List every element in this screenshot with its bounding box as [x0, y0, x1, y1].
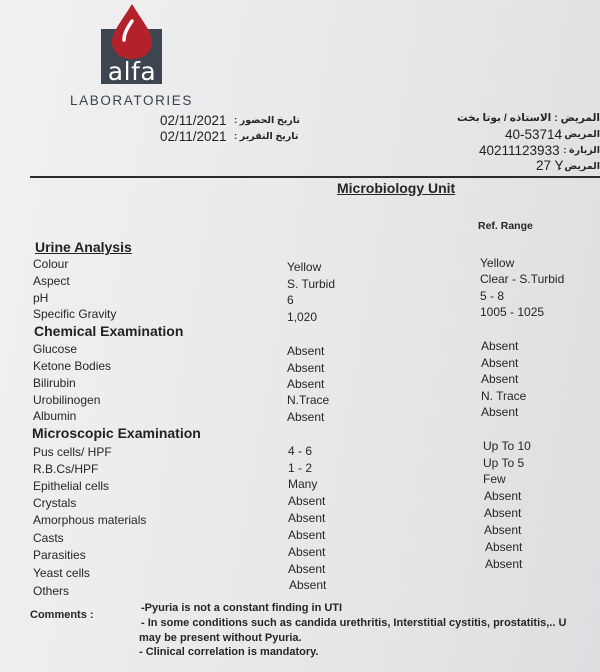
row-ref: Absent	[484, 489, 522, 503]
row-value: Absent	[288, 511, 326, 525]
row-value: Absent	[289, 578, 327, 592]
ref-range-header: Ref. Range	[478, 220, 533, 232]
row-value: Many	[288, 477, 318, 491]
row-ref: Absent	[485, 557, 523, 571]
section-urine-analysis: Urine Analysis	[35, 239, 132, 255]
report-date-label: تاريخ التقرير :	[234, 131, 299, 142]
section-microscopic-examination: Microscopic Examination	[32, 425, 201, 441]
row-value: 4 - 6	[288, 444, 313, 458]
row-value: Absent	[288, 528, 326, 542]
row-label: Glucose	[33, 342, 78, 356]
row-ref: Absent	[484, 506, 522, 520]
logo-brand: alfa	[107, 57, 157, 86]
row-ref: Absent	[485, 540, 523, 554]
comment-line: -Pyuria is not a constant finding in UTI	[141, 602, 343, 614]
row-ref: N. Trace	[481, 389, 527, 403]
report-date: 02/11/2021	[160, 129, 227, 144]
row-label: Pus cells/ HPF	[33, 445, 112, 459]
row-label: R.B.Cs/HPF	[33, 462, 99, 476]
row-value: Absent	[287, 377, 325, 391]
patient-name: المريض : الاستاذه / بوتا بخت	[457, 112, 600, 124]
row-ref: Clear - S.Turbid	[480, 272, 565, 286]
patient-id-label: المريض :	[558, 129, 600, 140]
row-value: Yellow	[287, 260, 322, 274]
arrival-date-label: تاريخ الحضور :	[234, 115, 300, 126]
row-label: Others	[33, 584, 70, 598]
row-label: Yeast cells	[33, 566, 90, 580]
row-value: Absent	[288, 562, 326, 576]
row-ref: Absent	[481, 372, 519, 386]
row-label: Parasities	[33, 548, 86, 562]
row-label: Crystals	[33, 496, 77, 510]
row-ref: Few	[483, 472, 506, 486]
row-label: Specific Gravity	[33, 307, 117, 321]
row-ref: Up To 10	[483, 439, 531, 453]
row-ref: Yellow	[480, 256, 515, 270]
age-label: المريض :	[558, 161, 600, 172]
row-value: Absent	[287, 410, 325, 424]
row-value: Absent	[287, 344, 325, 358]
row-ref: Absent	[481, 405, 519, 419]
row-value: Absent	[287, 361, 325, 375]
row-ref: Absent	[481, 339, 519, 353]
arrival-date: 02/11/2021	[160, 113, 227, 128]
row-ref: Absent	[484, 523, 522, 537]
row-value: 1,020	[287, 310, 318, 324]
logo-subtitle: LABORATORIES	[70, 93, 193, 108]
row-value: S. Turbid	[287, 277, 336, 291]
section-chemical-examination: Chemical Examination	[34, 323, 184, 339]
row-label: Colour	[33, 257, 69, 271]
row-ref: Up To 5	[483, 456, 525, 470]
row-value: Absent	[288, 545, 326, 559]
row-label: Aspect	[33, 274, 70, 288]
row-label: Epithelial cells	[33, 479, 110, 493]
comment-line: - Clinical correlation is mandatory.	[139, 646, 319, 658]
row-ref: 5 - 8	[480, 289, 505, 303]
row-label: pH	[33, 291, 49, 305]
comment-line: - In some conditions such as candida urethritis, Interstitial cystitis, prostatitis,.. U	[141, 617, 567, 629]
blood-drop-icon	[107, 2, 157, 60]
row-label: Ketone Bodies	[33, 359, 112, 373]
patient-age: 27 Y	[536, 158, 564, 173]
row-label: Urobilinogen	[33, 393, 101, 407]
row-value: 6	[287, 293, 294, 307]
visit-number: 40211123933	[479, 143, 560, 158]
row-label: Albumin	[33, 409, 77, 423]
row-value: Absent	[288, 494, 326, 508]
unit-title: Microbiology Unit	[337, 180, 456, 196]
row-value: 1 - 2	[288, 461, 313, 475]
row-label: Casts	[33, 531, 64, 545]
visit-label: الزيارة :	[563, 145, 600, 156]
comment-line: may be present without Pyuria.	[139, 632, 302, 644]
comments-label: Comments :	[30, 609, 94, 621]
patient-id: 40-53714	[505, 127, 563, 142]
row-label: Amorphous materials	[33, 513, 147, 527]
header-divider	[30, 176, 600, 178]
row-value: N.Trace	[287, 393, 330, 407]
row-ref: Absent	[481, 356, 519, 370]
row-ref: 1005 - 1025	[480, 305, 545, 319]
row-label: Bilirubin	[33, 376, 76, 390]
